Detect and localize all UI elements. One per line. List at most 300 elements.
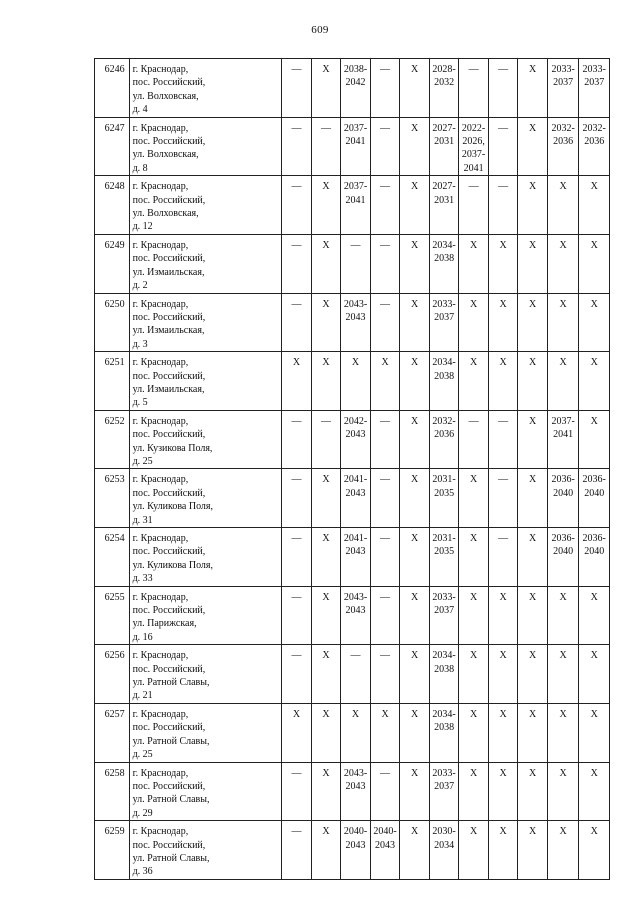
cell-value: 2040 [553, 546, 574, 558]
period-cell [488, 293, 518, 352]
table-row [95, 410, 610, 469]
address-line: пос. Российский, [132, 605, 206, 617]
cell-value: — [291, 767, 302, 779]
cell-value: X [410, 181, 419, 193]
cell-value: X [559, 298, 567, 310]
cell-value: 2037 [434, 311, 455, 323]
cell-value: 2041 [553, 429, 574, 441]
cell-value: 2034 [434, 839, 455, 851]
cell-value: X [529, 474, 537, 486]
cell-value: 2036 [434, 429, 455, 441]
address-line: пос. Российский, [132, 136, 206, 148]
cell-value: X [499, 298, 507, 310]
cell-value: X [529, 826, 537, 838]
period-cell [459, 528, 489, 587]
address-line: д. 3 [132, 338, 148, 350]
cell-value: — [291, 826, 302, 838]
cell-value: X [590, 826, 598, 838]
cell-value: 2033- [432, 298, 456, 310]
period-cell [579, 821, 610, 880]
table-row [95, 234, 610, 293]
cell-value: — [291, 474, 302, 486]
period-cell [579, 528, 610, 587]
table-body [95, 59, 610, 880]
period-cell [579, 645, 610, 704]
cell-value: 2041 [463, 162, 484, 174]
period-cell [282, 762, 312, 821]
cell-value: 2037- [551, 415, 575, 427]
cell-value: 2033- [551, 64, 575, 75]
cell-value: X [469, 474, 478, 486]
cell-value: X [410, 826, 419, 838]
address-line: пос. Российский, [132, 780, 206, 792]
cell-value: X [529, 298, 537, 310]
table-row [95, 59, 610, 118]
period-cell [518, 762, 548, 821]
cell-value: X [529, 181, 537, 193]
address-line: пос. Российский, [132, 663, 206, 675]
cell-value: X [499, 767, 507, 779]
cell-value: X [529, 708, 537, 720]
cell-value: — [498, 122, 509, 134]
cell-value: X [469, 826, 478, 838]
cell-value: 2040- [373, 826, 397, 838]
cell-value: — [291, 415, 302, 427]
period-cell [341, 645, 371, 704]
address-cell [129, 586, 282, 645]
period-cell [311, 352, 341, 411]
address-cell [129, 821, 282, 880]
cell-value: X [499, 239, 507, 251]
row-number: 6259 [95, 821, 130, 880]
period-cell [341, 410, 371, 469]
cell-value: X [529, 64, 537, 75]
cell-value: X [469, 767, 478, 779]
cell-value: 2043 [345, 780, 366, 792]
period-cell [579, 117, 610, 176]
cell-value: X [410, 767, 419, 779]
table-row [95, 528, 610, 587]
period-cell [370, 293, 400, 352]
row-number: 6248 [95, 176, 130, 235]
period-cell [370, 410, 400, 469]
cell-value: X [529, 357, 537, 369]
address-line: пос. Российский, [132, 546, 206, 558]
cell-value: 2036- [582, 533, 606, 544]
cell-value: — [291, 239, 302, 251]
table-row [95, 762, 610, 821]
period-cell [282, 176, 312, 235]
period-cell [341, 117, 371, 176]
cell-value: 2032- [432, 415, 456, 427]
cell-value: 2031 [434, 194, 455, 206]
row-number: 6251 [95, 352, 130, 411]
row-number: 6253 [95, 469, 130, 528]
period-cell [459, 234, 489, 293]
address-line: ул. Волховская, [132, 90, 199, 102]
cell-value: X [499, 591, 507, 603]
period-cell [459, 176, 489, 235]
row-number: 6252 [95, 410, 130, 469]
period-cell [282, 528, 312, 587]
address-line: д. 8 [132, 162, 148, 174]
cell-value: 2034- [432, 239, 456, 251]
address-line: ул. Кузикова Поля, [132, 442, 213, 454]
period-cell [311, 234, 341, 293]
period-cell [341, 176, 371, 235]
period-cell [400, 352, 430, 411]
cell-value: — [380, 64, 391, 75]
period-cell [547, 703, 579, 762]
cell-value: 2035 [434, 546, 455, 558]
address-line: ул. Ратной Славы, [132, 677, 210, 689]
address-line: г. Краснодар, [132, 708, 189, 720]
cell-value: — [380, 239, 391, 251]
cell-value: X [410, 474, 419, 486]
period-cell [400, 293, 430, 352]
address-line: ул. Куликова Поля, [132, 501, 214, 513]
cell-value: — [380, 767, 391, 779]
address-cell [129, 410, 282, 469]
period-cell [488, 821, 518, 880]
cell-value: — [468, 415, 479, 427]
cell-value: — [350, 239, 361, 251]
cell-value: X [590, 415, 598, 427]
cell-value: X [559, 650, 567, 662]
cell-value: 2038 [434, 370, 455, 382]
row-number: 6250 [95, 293, 130, 352]
period-cell [341, 821, 371, 880]
address-line: г. Краснодар, [132, 64, 189, 75]
cell-value: 2027- [432, 122, 456, 134]
period-cell [400, 469, 430, 528]
cell-value: 2036- [551, 474, 575, 486]
period-cell [341, 59, 371, 118]
cell-value: X [322, 357, 330, 369]
period-cell [488, 762, 518, 821]
cell-value: 2043 [345, 311, 366, 323]
cell-value: 2034- [432, 357, 456, 369]
table-row [95, 645, 610, 704]
cell-value: 2040- [343, 826, 368, 838]
address-line: г. Краснодар, [132, 181, 189, 193]
period-cell [311, 293, 341, 352]
period-cell [429, 821, 459, 880]
period-cell [429, 645, 459, 704]
cell-value: X [410, 415, 419, 427]
address-line: д. 2 [132, 280, 148, 292]
cell-value: — [380, 533, 391, 544]
cell-value: X [322, 533, 330, 544]
address-line: д. 31 [132, 514, 153, 526]
period-cell [311, 762, 341, 821]
cell-value: 2042- [343, 415, 368, 427]
cell-value: 2042 [345, 77, 366, 89]
cell-value: X [499, 708, 507, 720]
period-cell [518, 703, 548, 762]
period-cell [459, 352, 489, 411]
period-cell [341, 528, 371, 587]
period-cell [311, 117, 341, 176]
cell-value: — [291, 533, 302, 544]
period-cell [547, 410, 579, 469]
cell-value: X [322, 708, 330, 720]
cell-value: — [291, 591, 302, 603]
address-line: г. Краснодар, [132, 122, 189, 134]
period-cell [518, 645, 548, 704]
cell-value: X [529, 122, 537, 134]
period-cell [459, 469, 489, 528]
cell-value: — [380, 181, 391, 193]
period-cell [518, 176, 548, 235]
period-cell [341, 352, 371, 411]
period-cell [400, 762, 430, 821]
cell-value: 2038 [434, 253, 455, 265]
period-cell [282, 352, 312, 411]
cell-value: — [380, 591, 391, 603]
period-cell [311, 410, 341, 469]
period-cell [579, 293, 610, 352]
period-cell [282, 410, 312, 469]
cell-value: 2037- [343, 122, 368, 134]
period-cell [341, 762, 371, 821]
period-cell [579, 586, 610, 645]
cell-value: X [590, 181, 598, 193]
address-cell [129, 293, 282, 352]
period-cell [282, 586, 312, 645]
address-line: ул. Ратной Славы, [132, 794, 210, 806]
row-number: 6258 [95, 762, 130, 821]
address-line: д. 33 [132, 573, 153, 585]
cell-value: X [469, 708, 478, 720]
address-cell [129, 176, 282, 235]
cell-value: 2036- [551, 533, 575, 544]
address-line: ул. Куликова Поля, [132, 559, 214, 571]
cell-value: — [380, 298, 391, 310]
cell-value: X [381, 357, 389, 369]
period-cell [547, 293, 579, 352]
cell-value: X [559, 239, 567, 251]
cell-value: — [321, 122, 332, 134]
cell-value: 2040 [584, 487, 605, 499]
address-line: пос. Российский, [132, 487, 206, 499]
period-cell [459, 293, 489, 352]
cell-value: 2033- [582, 64, 606, 75]
address-line: д. 16 [132, 631, 153, 643]
cell-value: X [529, 767, 537, 779]
period-cell [400, 234, 430, 293]
period-cell [459, 645, 489, 704]
cell-value: 2026, [462, 136, 485, 148]
address-line: пос. Российский, [132, 839, 206, 851]
cell-value: X [292, 357, 301, 369]
period-cell [282, 645, 312, 704]
cell-value: X [322, 474, 330, 486]
cell-value: X [410, 64, 419, 75]
period-cell [547, 586, 579, 645]
period-cell [488, 410, 518, 469]
period-cell [370, 234, 400, 293]
cell-value: 2041- [343, 533, 368, 544]
address-line: д. 25 [132, 455, 153, 467]
address-line: ул. Парижская, [132, 618, 197, 630]
address-line: пос. Российский, [132, 253, 206, 265]
address-line: ул. Волховская, [132, 149, 199, 161]
cell-value: X [322, 650, 330, 662]
row-number: 6254 [95, 528, 130, 587]
cell-value: — [291, 298, 302, 310]
period-cell [547, 645, 579, 704]
cell-value: X [590, 239, 598, 251]
address-line: г. Краснодар, [132, 239, 189, 251]
cell-value: X [469, 650, 478, 662]
address-cell [129, 234, 282, 293]
cell-value: — [380, 474, 391, 486]
period-cell [488, 469, 518, 528]
cell-value: 2043 [345, 429, 366, 441]
cell-value: — [350, 650, 361, 662]
cell-value: 2038 [434, 663, 455, 675]
period-cell [400, 821, 430, 880]
cell-value: X [322, 591, 330, 603]
cell-value: X [590, 298, 598, 310]
cell-value: 2038 [434, 722, 455, 734]
table-row [95, 293, 610, 352]
cell-value: — [468, 181, 479, 193]
period-cell [459, 410, 489, 469]
address-line: г. Краснодар, [132, 767, 189, 779]
table-row [95, 586, 610, 645]
cell-value: X [499, 650, 507, 662]
address-line: ул. Ратной Славы, [132, 735, 210, 747]
cell-value: — [498, 64, 509, 75]
period-cell [400, 117, 430, 176]
period-cell [579, 762, 610, 821]
address-line: д. 29 [132, 807, 153, 819]
row-number: 6257 [95, 703, 130, 762]
cell-value: X [292, 708, 301, 720]
period-cell [282, 469, 312, 528]
period-cell [370, 352, 400, 411]
period-cell [341, 469, 371, 528]
address-line: г. Краснодар, [132, 474, 189, 486]
cell-value: — [380, 650, 391, 662]
period-cell [579, 59, 610, 118]
cell-value: X [410, 708, 419, 720]
cell-value: 2031- [432, 533, 456, 544]
period-cell [341, 293, 371, 352]
cell-value: — [498, 474, 509, 486]
period-cell [488, 176, 518, 235]
cell-value: — [498, 533, 509, 544]
table-row [95, 821, 610, 880]
cell-value: 2037 [434, 780, 455, 792]
cell-value: X [529, 591, 537, 603]
cell-value: X [559, 357, 567, 369]
address-line: д. 5 [132, 397, 148, 409]
address-line: ул. Волховская, [132, 208, 199, 220]
cell-value: X [469, 298, 478, 310]
cell-value: X [590, 591, 598, 603]
period-cell [400, 703, 430, 762]
cell-value: X [469, 533, 478, 544]
address-cell [129, 59, 282, 118]
cell-value: 2028- [432, 64, 456, 75]
cell-value: 2043 [345, 546, 366, 558]
cell-value: X [410, 533, 419, 544]
period-cell [459, 703, 489, 762]
cell-value: 2037 [584, 77, 605, 89]
cell-value: X [499, 826, 507, 838]
period-cell [547, 469, 579, 528]
cell-value: X [529, 650, 537, 662]
period-cell [282, 117, 312, 176]
period-cell [370, 821, 400, 880]
period-cell [459, 117, 489, 176]
period-cell [370, 645, 400, 704]
cell-value: 2043 [375, 839, 396, 851]
cell-value: — [291, 181, 302, 193]
address-cell [129, 352, 282, 411]
cell-value: X [410, 357, 419, 369]
cell-value: — [321, 415, 332, 427]
address-line: пос. Российский, [132, 370, 206, 382]
cell-value: 2034- [432, 708, 456, 720]
period-cell [547, 234, 579, 293]
cell-value: X [410, 239, 419, 251]
period-cell [429, 352, 459, 411]
cell-value: X [590, 708, 598, 720]
cell-value: 2037 [553, 77, 574, 89]
cell-value: X [529, 239, 537, 251]
page-number: 609 [311, 24, 329, 36]
address-line: ул. Измаильская, [132, 266, 205, 278]
period-cell [488, 234, 518, 293]
address-line: пос. Российский, [132, 429, 206, 441]
table-row [95, 117, 610, 176]
cell-value: 2033- [432, 767, 456, 779]
period-cell [429, 410, 459, 469]
period-cell [429, 117, 459, 176]
row-number: 6247 [95, 117, 130, 176]
period-cell [370, 117, 400, 176]
address-line: г. Краснодар, [132, 826, 189, 838]
period-cell [518, 469, 548, 528]
period-cell [488, 703, 518, 762]
cell-value: 2041- [343, 474, 368, 486]
address-line: д. 4 [132, 104, 148, 116]
cell-value: — [498, 415, 509, 427]
cell-value: — [291, 64, 302, 75]
period-cell [311, 59, 341, 118]
address-line: г. Краснодар, [132, 357, 189, 369]
address-line: г. Краснодар, [132, 591, 189, 603]
cell-value: X [590, 767, 598, 779]
cell-value: — [291, 122, 302, 134]
cell-value: X [559, 181, 567, 193]
period-cell [400, 645, 430, 704]
period-cell [459, 821, 489, 880]
cell-value: X [590, 650, 598, 662]
period-cell [282, 821, 312, 880]
cell-value: X [559, 591, 567, 603]
period-cell [429, 234, 459, 293]
period-cell [518, 59, 548, 118]
period-cell [547, 762, 579, 821]
cell-value: 2034- [432, 650, 456, 662]
period-cell [370, 528, 400, 587]
address-line: ул. Измаильская, [132, 325, 205, 337]
